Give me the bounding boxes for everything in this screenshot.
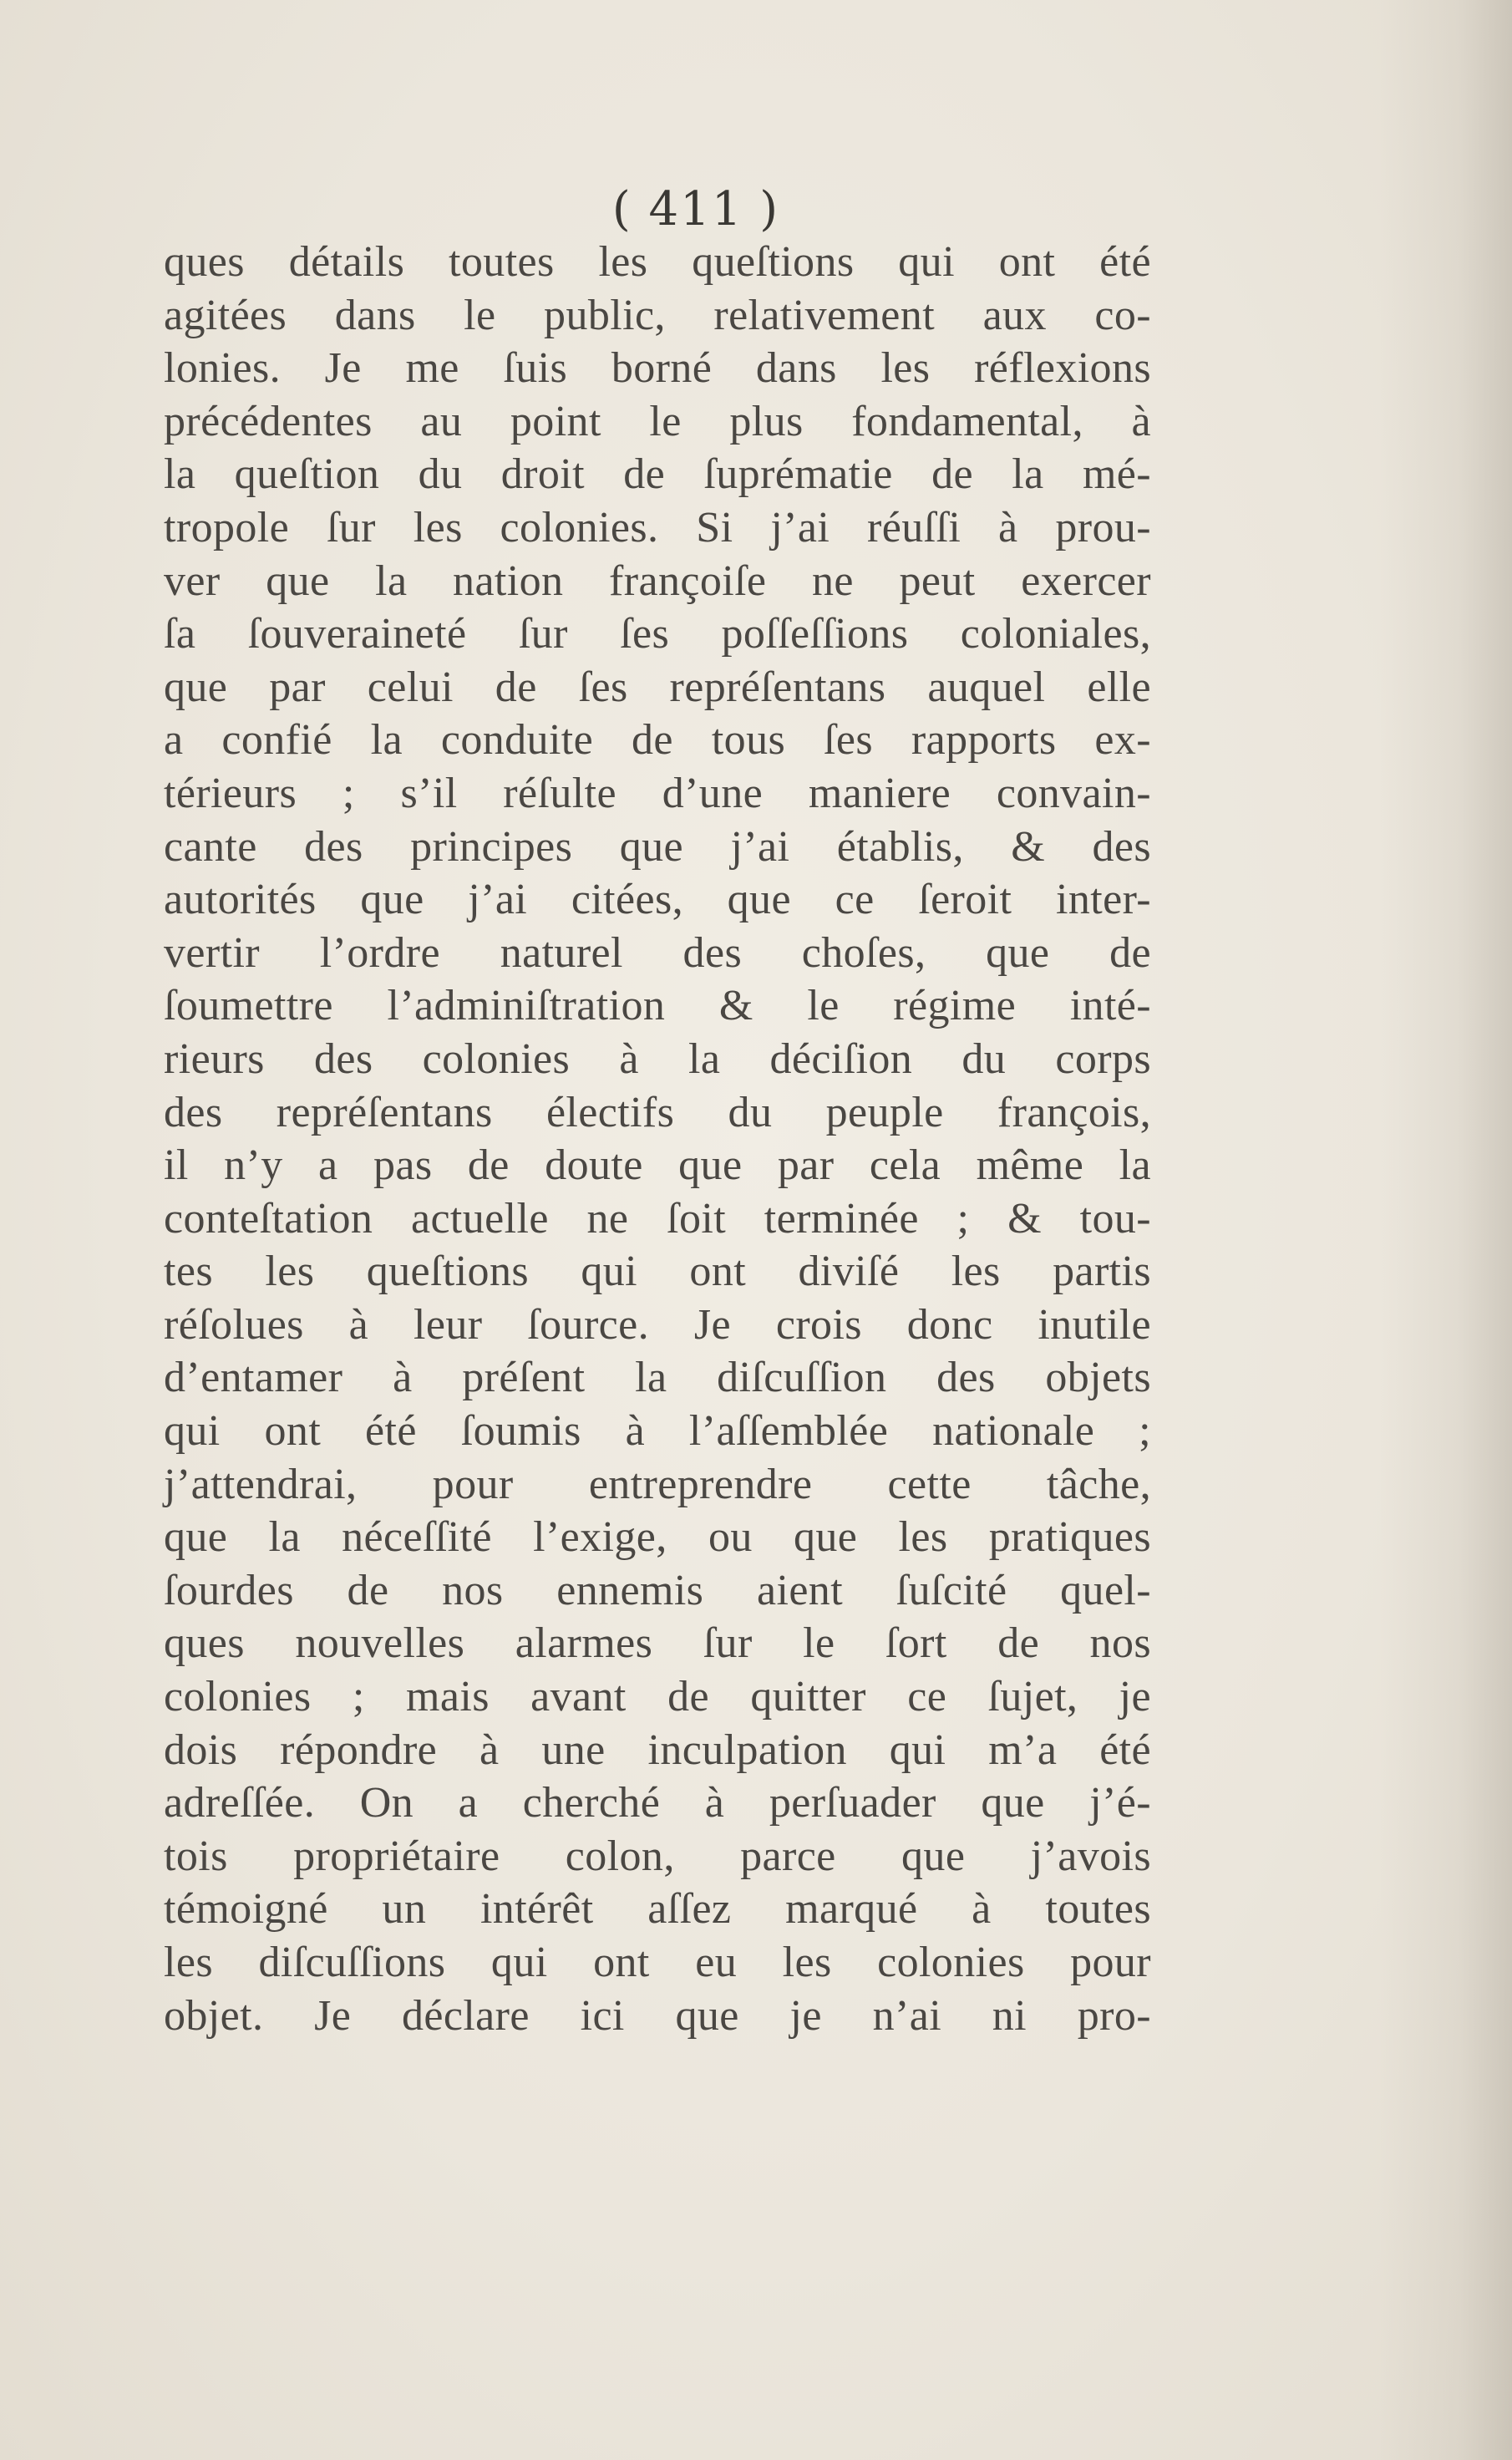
text-line: tropole ſur les colonies. Si j’ai réuſſi à prou- bbox=[164, 503, 1151, 551]
text-line: ſourdes de nos ennemis aient ſuſcité quel- bbox=[164, 1566, 1151, 1614]
body-text bbox=[164, 236, 1151, 2042]
text-line: vertir l’ordre naturel des choſes, que de bbox=[164, 928, 1151, 977]
page-number: ( 411 ) bbox=[611, 182, 780, 236]
text-line: les diſcuſſions qui ont eu les colonies pour bbox=[164, 1939, 1151, 1986]
text-line: précédentes au point le plus fondamental, à bbox=[164, 397, 1151, 445]
page-gutter-shadow bbox=[1378, 0, 1512, 2460]
text-line: tes les queſtions qui ont diviſé les partis bbox=[164, 1248, 1151, 1296]
text-line: objet. Je déclare ici que je n’ai ni pro- bbox=[164, 1991, 1151, 2040]
text-line: des repréſentans électifs du peuple françois, bbox=[164, 1088, 1151, 1136]
text-line: témoigné un intérêt aſſez marqué à toutes bbox=[164, 1885, 1151, 1934]
text-line: la queſtion du droit de ſuprématie de la mé- bbox=[164, 450, 1151, 499]
text-line: ques détails toutes les queſtions qui ont été bbox=[164, 238, 1151, 286]
text-line: ques nouvelles alarmes ſur le ſort de nos bbox=[164, 1619, 1151, 1668]
text-line: j’attendrai, pour entreprendre cette tâche, bbox=[164, 1460, 1151, 1508]
text-line: conteſtation actuelle ne ſoit terminée ; & tou- bbox=[164, 1194, 1151, 1243]
text-line: térieurs ; s’il réſulte d’une maniere convain- bbox=[164, 769, 1151, 817]
text-line: agitées dans le public, relativement aux co- bbox=[164, 291, 1151, 339]
text-line: rieurs des colonies à la déciſion du corps bbox=[164, 1034, 1151, 1083]
text-line: ver que la nation françoiſe ne peut exercer bbox=[164, 557, 1151, 605]
text-line: autorités que j’ai citées, que ce ſeroit inter- bbox=[164, 876, 1151, 924]
text-line: colonies ; mais avant de quitter ce ſujet, je bbox=[164, 1673, 1151, 1721]
text-line: dois répondre à une inculpation qui m’a été bbox=[164, 1726, 1151, 1774]
text-line: il n’y a pas de doute que par cela même la bbox=[164, 1141, 1151, 1190]
text-line: que par celui de ſes repréſentans auquel elle bbox=[164, 663, 1151, 711]
text-line: adreſſée. On a cherché à perſuader que j’é- bbox=[164, 1779, 1151, 1827]
text-line: ſa ſouveraineté ſur ſes poſſeſſions coloniales, bbox=[164, 610, 1151, 658]
text-line: tois propriétaire colon, parce que j’avois bbox=[164, 1832, 1151, 1880]
text-line: cante des principes que j’ai établis, & des bbox=[164, 822, 1151, 871]
text-line: ſoumettre l’adminiſtration & le régime inté- bbox=[164, 982, 1151, 1030]
text-line: d’entamer à préſent la diſcuſſion des objets bbox=[164, 1354, 1151, 1402]
text-line: qui ont été ſoumis à l’aſſemblée nationale ; bbox=[164, 1407, 1151, 1456]
text-line: lonies. Je me ſuis borné dans les réflexions bbox=[164, 344, 1151, 393]
text-line: réſolues à leur ſource. Je crois donc inutile bbox=[164, 1300, 1151, 1349]
text-line: a confié la conduite de tous ſes rapports ex- bbox=[164, 716, 1151, 765]
text-line: que la néceſſité l’exige, ou que les pratiques bbox=[164, 1513, 1151, 1562]
